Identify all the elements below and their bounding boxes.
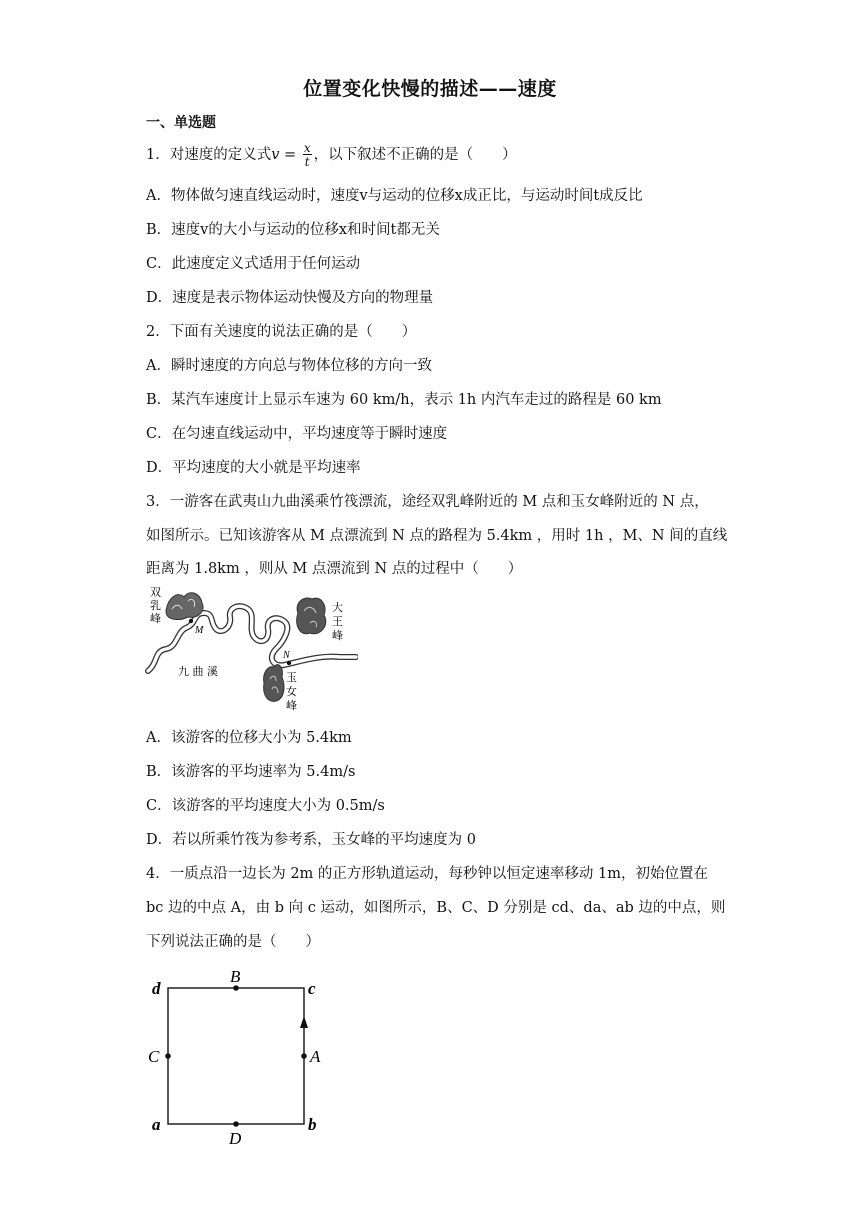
- question-1-stem: [146, 142, 517, 168]
- formula-v: v: [271, 147, 280, 163]
- midpoint-b-dot: [233, 985, 239, 991]
- corner-b-label: b: [308, 1115, 317, 1134]
- question-3-option-c: C．该游客的平均速度大小为 0.5m/s: [146, 798, 385, 814]
- river-map-figure: [144, 583, 358, 715]
- corner-d-label: d: [152, 979, 161, 998]
- peak1-char-2: 乳: [150, 599, 161, 612]
- corner-c-label: c: [308, 979, 316, 998]
- question-2-option-d: D．平均速度的大小就是平均速率: [146, 460, 361, 476]
- question-3-option-a: A．该游客的位移大小为 5.4km: [146, 730, 352, 746]
- point-m-dot: [189, 619, 193, 623]
- direction-arrow: [300, 1016, 308, 1028]
- question-1-stem-suffix: ，以下叙述不正确的是（ ）: [313, 147, 517, 163]
- question-1-option-d: D．速度是表示物体运动快慢及方向的物理量: [146, 290, 434, 306]
- point-n-label: N: [283, 650, 290, 661]
- peak3-char-1: 玉: [286, 671, 297, 684]
- question-2-stem: 2．下面有关速度的说法正确的是（ ）: [146, 324, 417, 340]
- formula-equals: =: [279, 147, 301, 163]
- formula-fraction: [303, 142, 312, 168]
- peak1-char-1: 双: [150, 586, 161, 599]
- stream-label: 九 曲 溪: [178, 665, 218, 678]
- midpoint-b-label: B: [230, 967, 241, 986]
- question-1-option-c: C．此速度定义式适用于任何运动: [146, 256, 361, 272]
- question-3-option-d: D．若以所乘竹筏为参考系，玉女峰的平均速度为 0: [146, 832, 476, 848]
- king-peak-shape: [297, 598, 326, 634]
- twin-peak-shape: [166, 593, 203, 620]
- question-4-line-3: 下列说法正确的是（ ）: [146, 934, 320, 950]
- peak2-char-3: 峰: [332, 629, 343, 642]
- point-m-label: M: [195, 625, 204, 636]
- question-1-stem-prefix: 1．对速度的定义式: [146, 147, 272, 163]
- midpoint-d-label: D: [229, 1129, 242, 1148]
- question-3-line-1: 3．一游客在武夷山九曲溪乘竹筏漂流，途经双乳峰附近的 M 点和玉女峰附近的 N 点，: [146, 494, 709, 510]
- point-n-dot: [287, 661, 291, 665]
- peak1-char-3: 峰: [150, 612, 161, 625]
- jade-peak-shape: [264, 665, 284, 702]
- question-4-line-1: 4．一质点沿一边长为 2m 的正方形轨道运动，每秒钟以恒定速率移动 1m，初始位置在: [146, 866, 708, 882]
- midpoint-a-dot: [301, 1053, 307, 1059]
- page-title: 位置变化快慢的描述——速度: [303, 78, 557, 100]
- corner-a-label: a: [152, 1115, 161, 1134]
- formula-numerator: x: [303, 141, 311, 155]
- midpoint-d-dot: [233, 1121, 239, 1127]
- section-heading: 一、单选题: [146, 115, 216, 131]
- peak3-char-2: 女: [286, 685, 297, 698]
- square-track-figure: [140, 960, 340, 1150]
- midpoint-c-dot: [165, 1053, 171, 1059]
- question-1-option-a: A．物体做匀速直线运动时，速度v与运动的位移x成正比，与运动时间t成反比: [146, 188, 643, 204]
- question-3-option-b: B．该游客的平均速率为 5.4m/s: [146, 764, 356, 780]
- question-3-line-2: 如图所示。已知该游客从 M 点漂流到 N 点的路程为 5.4km ，用时 1h ，M、N 间的直线: [146, 528, 728, 544]
- question-2-option-c: C．在匀速直线运动中，平均速度等于瞬时速度: [146, 426, 448, 442]
- square-track: [168, 988, 304, 1124]
- peak2-char-2: 王: [332, 615, 343, 628]
- question-2-option-b: B．某汽车速度计上显示车速为 60 km/h，表示 1h 内汽车走过的路程是 60 km: [146, 392, 662, 408]
- question-1-option-b: B．速度v的大小与运动的位移x和时间t都无关: [146, 222, 440, 238]
- question-4-line-2: bc 边的中点 A，由 b 向 c 运动，如图所示，B、C、D 分别是 cd、da、ab 边的中点，则: [146, 900, 726, 916]
- midpoint-a-label: A: [310, 1047, 321, 1066]
- question-2-option-a: A．瞬时速度的方向总与物体位移的方向一致: [146, 358, 432, 374]
- midpoint-c-label: C: [148, 1047, 160, 1066]
- formula-denominator: t: [304, 155, 310, 169]
- peak3-char-3: 峰: [286, 699, 297, 712]
- question-3-line-3: 距离为 1.8km ，则从 M 点漂流到 N 点的过程中（ ）: [146, 561, 523, 577]
- peak2-char-1: 大: [332, 601, 343, 614]
